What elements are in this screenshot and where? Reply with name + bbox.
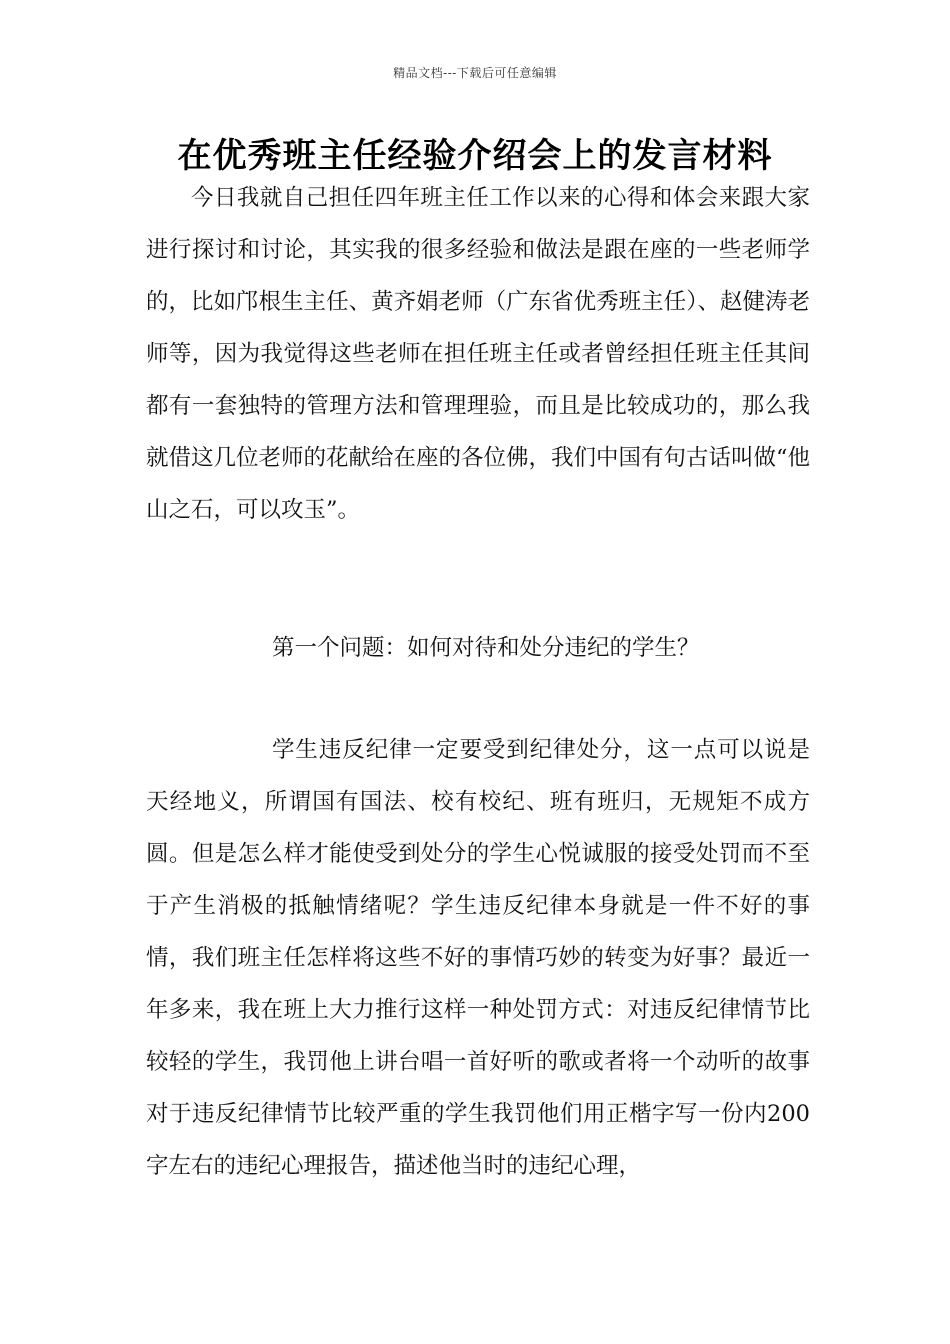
header-note: 精品文档---下载后可任意编辑 [393,66,557,80]
document-title: 在优秀班主任经验介绍会上的发言材料 [177,136,773,176]
paragraph-intro: 今日我就自己担任四年班主任工作以来的心得和体会来跟大家进行探讨和讨论，其实我的很多经验和做法是跟在座的一些老师学的，比如邝根生主任、黄齐娟老师（广东省优秀班主任）、赵健涛老师等，因为我觉得这些老师在担任班主任或者曾经担任班主任其间都有一套独特的管理方法和管理理验，而且是比较成功的，那么我就借这几位老师的花献给在座的各位佛，我们中国有句古话叫做“他山之石，可以攻玉”。 [146,185,811,523]
section-heading: 第一个问题：如何对待和处分违纪的学生？ [272,635,700,661]
paragraph-discipline: 学生违反纪律一定要受到纪律处分，这一点可以说是天经地义，所谓国有国法、校有校纪、班有班归，无规矩不成方圆。但是怎么样才能使受到处分的学生心悦诚服的接受处罚而不至于产生消极的抵触情绪呢？学生违反纪律本身就是一件不好的事情，我们班主任怎样将这些不好的事情巧妙的转变为好事？最近一年多来，我在班上大力推行这样一种处罚方式：对违反纪律情节比较轻的学生，我罚他上讲台唱一首好听的歌或者将一个动听的故事对于违反纪律情节比较严重的学生我罚他们用正楷字写一份内200字左右的违纪心理报告，描述他当时的违纪心理， [146,737,810,1179]
